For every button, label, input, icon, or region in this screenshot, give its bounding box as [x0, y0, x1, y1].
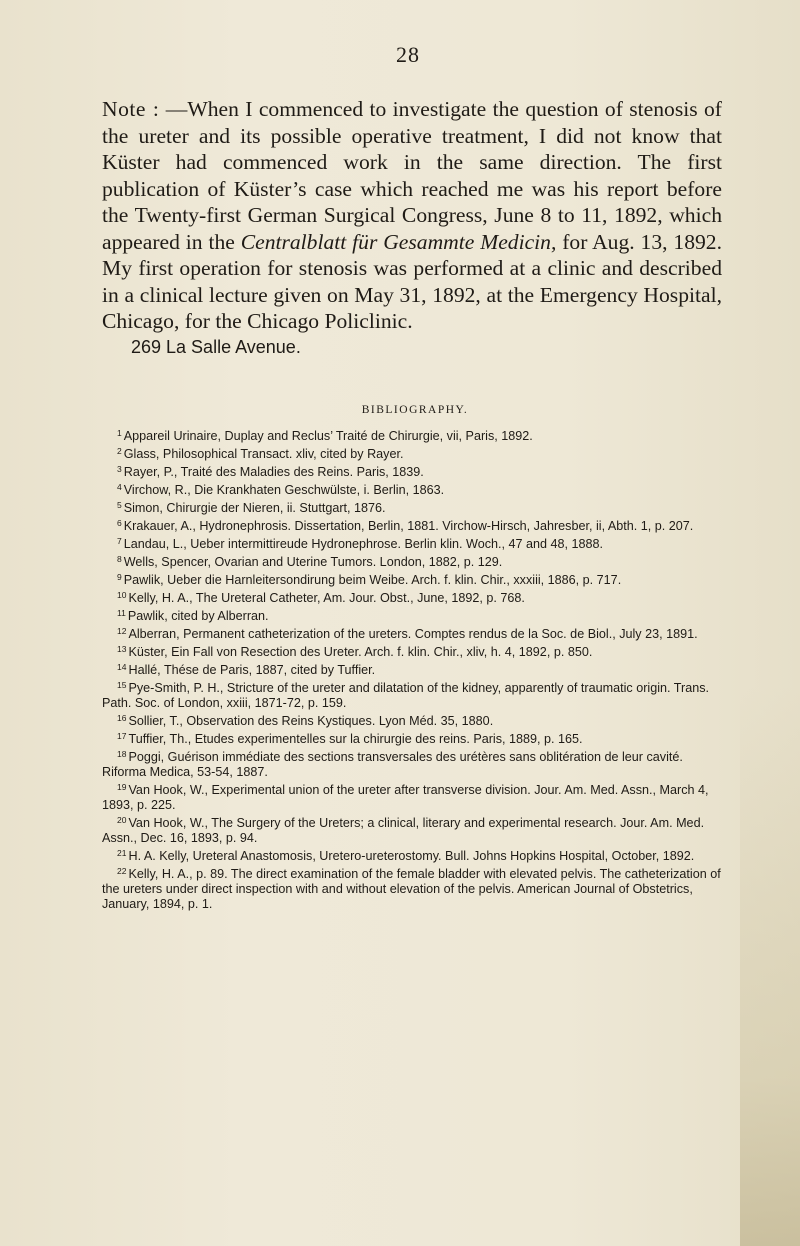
reference-item: [102, 780, 728, 813]
reference-item: [102, 462, 728, 480]
reference-number: 19: [117, 782, 127, 792]
reference-text: Pye-Smith, P. H., Stricture of the ureter and dilatation of the kidney, apparently of traumatic origin. Trans. Path. Soc. of London, xxiii, 1871-72, p. 159.: [102, 681, 710, 710]
note-address: 269 La Salle Avenue.: [131, 336, 301, 357]
reference-number: 6: [117, 518, 122, 528]
note-section: [102, 96, 722, 359]
note-text-2: for Aug. 13, 1892. My first operation for stenosis was performed at a clinic and described in a clinical lecture given on May 31, 1892, at the Emergency Hospital, Chicago, for the Chicago Policlinic.: [102, 229, 722, 333]
reference-item: [102, 846, 728, 864]
reference-text: H. A. Kelly, Ureteral Anastomosis, Uretero-ureterostomy. Bull. Johns Hopkins Hospital, October, 1892.: [128, 849, 695, 863]
reference-item: [102, 678, 728, 711]
reference-number: 7: [117, 536, 122, 546]
reference-item: [102, 711, 728, 729]
reference-number: 21: [117, 848, 127, 858]
reference-item: [102, 480, 728, 498]
reference-text: Simon, Chirurgie der Nieren, ii. Stuttgart, 1876.: [123, 501, 386, 515]
reference-item: [102, 552, 728, 570]
reference-item: [102, 729, 728, 747]
reference-number: 2: [117, 446, 122, 456]
reference-text: Hallé, Thése de Paris, 1887, cited by Tuffier.: [128, 663, 376, 677]
reference-number: 10: [117, 590, 127, 600]
bibliography: [102, 403, 728, 912]
reference-text: Van Hook, W., Experimental union of the ureter after transverse division. Jour. Am. Med. Assn., March 4, 1893, p. 225.: [102, 783, 709, 812]
reference-number: 18: [117, 749, 127, 759]
note-lead: Note :: [102, 97, 160, 121]
reference-item: [102, 747, 728, 780]
reference-item: [102, 660, 728, 678]
reference-text: Landau, L., Ueber intermittireude Hydronephrose. Berlin klin. Woch., 47 and 48, 1888.: [123, 537, 604, 551]
reference-item: [102, 534, 728, 552]
reference-text: Tuffier, Th., Etudes experimentelles sur la chirurgie des reins. Paris, 1889, p. 165.: [128, 732, 583, 746]
reference-number: 9: [117, 572, 122, 582]
reference-text: Virchow, R., Die Krankhaten Geschwülste, i. Berlin, 1863.: [123, 483, 445, 497]
reference-number: 16: [117, 713, 127, 723]
note-paragraph: [102, 96, 722, 335]
reference-number: 20: [117, 815, 127, 825]
reference-number: 12: [117, 626, 127, 636]
reference-text: Kelly, H. A., The Ureteral Catheter, Am. Jour. Obst., June, 1892, p. 768.: [128, 591, 525, 605]
reference-item: [102, 426, 728, 444]
reference-item: [102, 813, 728, 846]
reference-number: 22: [117, 866, 127, 876]
reference-text: Appareil Urinaire, Duplay and Reclus’ Traité de Chirurgie, vii, Paris, 1892.: [123, 429, 533, 443]
reference-number: 4: [117, 482, 122, 492]
reference-number: 17: [117, 731, 127, 741]
reference-list: [102, 426, 728, 912]
paper-stain: [740, 686, 800, 1246]
reference-text: Pawlik, cited by Alberran.: [127, 609, 269, 623]
reference-number: 14: [117, 662, 127, 672]
reference-number: 1: [117, 428, 122, 438]
reference-text: Glass, Philosophical Transact. xliv, cited by Rayer.: [123, 447, 404, 461]
reference-text: Alberran, Permanent catheterization of the ureters. Comptes rendus de la Soc. de Biol., July 23, 1891.: [128, 627, 698, 641]
reference-number: 8: [117, 554, 122, 564]
reference-text: Rayer, P., Traité des Maladies des Reins. Paris, 1839.: [123, 465, 424, 479]
reference-text: Sollier, T., Observation des Reins Kystiques. Lyon Méd. 35, 1880.: [128, 714, 494, 728]
reference-text: Poggi, Guérison immédiate des sections transversales des urétères sans oblitération de leur cavité. Riforma Medica, 53-54, 1887.: [102, 750, 683, 779]
reference-number: 11: [117, 608, 126, 618]
journal-title: Centralblatt für Gesammte Medicin,: [240, 229, 557, 254]
reference-item: [102, 516, 728, 534]
reference-item: [102, 864, 728, 912]
reference-number: 3: [117, 464, 122, 474]
reference-text: Kelly, H. A., p. 89. The direct examination of the female bladder with elevated pelvis. The catheterization of the ureters under direct inspection with and without elevation of the pelvis. American Journal of Obstetrics, January, 1894, p. 1.: [102, 867, 721, 911]
reference-text: Küster, Ein Fall von Resection des Ureter. Arch. f. klin. Chir., xliv, h. 4, 1892, p. 850.: [128, 645, 593, 659]
reference-item: [102, 588, 728, 606]
reference-text: Van Hook, W., The Surgery of the Ureters; a clinical, literary and experimental research. Jour. Am. Med. Assn., Dec. 16, 1893, p. 94.: [102, 816, 705, 845]
reference-item: [102, 606, 728, 624]
reference-item: [102, 642, 728, 660]
note-text-1: —When I commenced to investigate the question of stenosis of the ureter and its possible operative treatment, I did not know that Küster had commenced work in the same direction. The first publication of Küster’s case which reached me was his report before the Twenty-first German Surgical Congress, June 8 to 11, 1892, which appeared in the: [102, 97, 722, 254]
page-number: 28: [396, 42, 420, 67]
reference-number: 5: [117, 500, 122, 510]
reference-text: Wells, Spencer, Ovarian and Uterine Tumors. London, 1882, p. 129.: [123, 555, 503, 569]
reference-number: 15: [117, 680, 127, 690]
reference-number: 13: [117, 644, 127, 654]
reference-item: [102, 444, 728, 462]
reference-item: [102, 570, 728, 588]
reference-text: Krakauer, A., Hydronephrosis. Dissertation, Berlin, 1881. Virchow-Hirsch, Jahresber, ii, Abth. 1, p. 207.: [123, 519, 694, 533]
reference-item: [102, 624, 728, 642]
bibliography-title: BIBLIOGRAPHY.: [361, 404, 469, 416]
reference-item: [102, 498, 728, 516]
reference-text: Pawlik, Ueber die Harnleitersondirung beim Weibe. Arch. f. klin. Chir., xxxiii, 1886, p. 717.: [123, 573, 622, 587]
